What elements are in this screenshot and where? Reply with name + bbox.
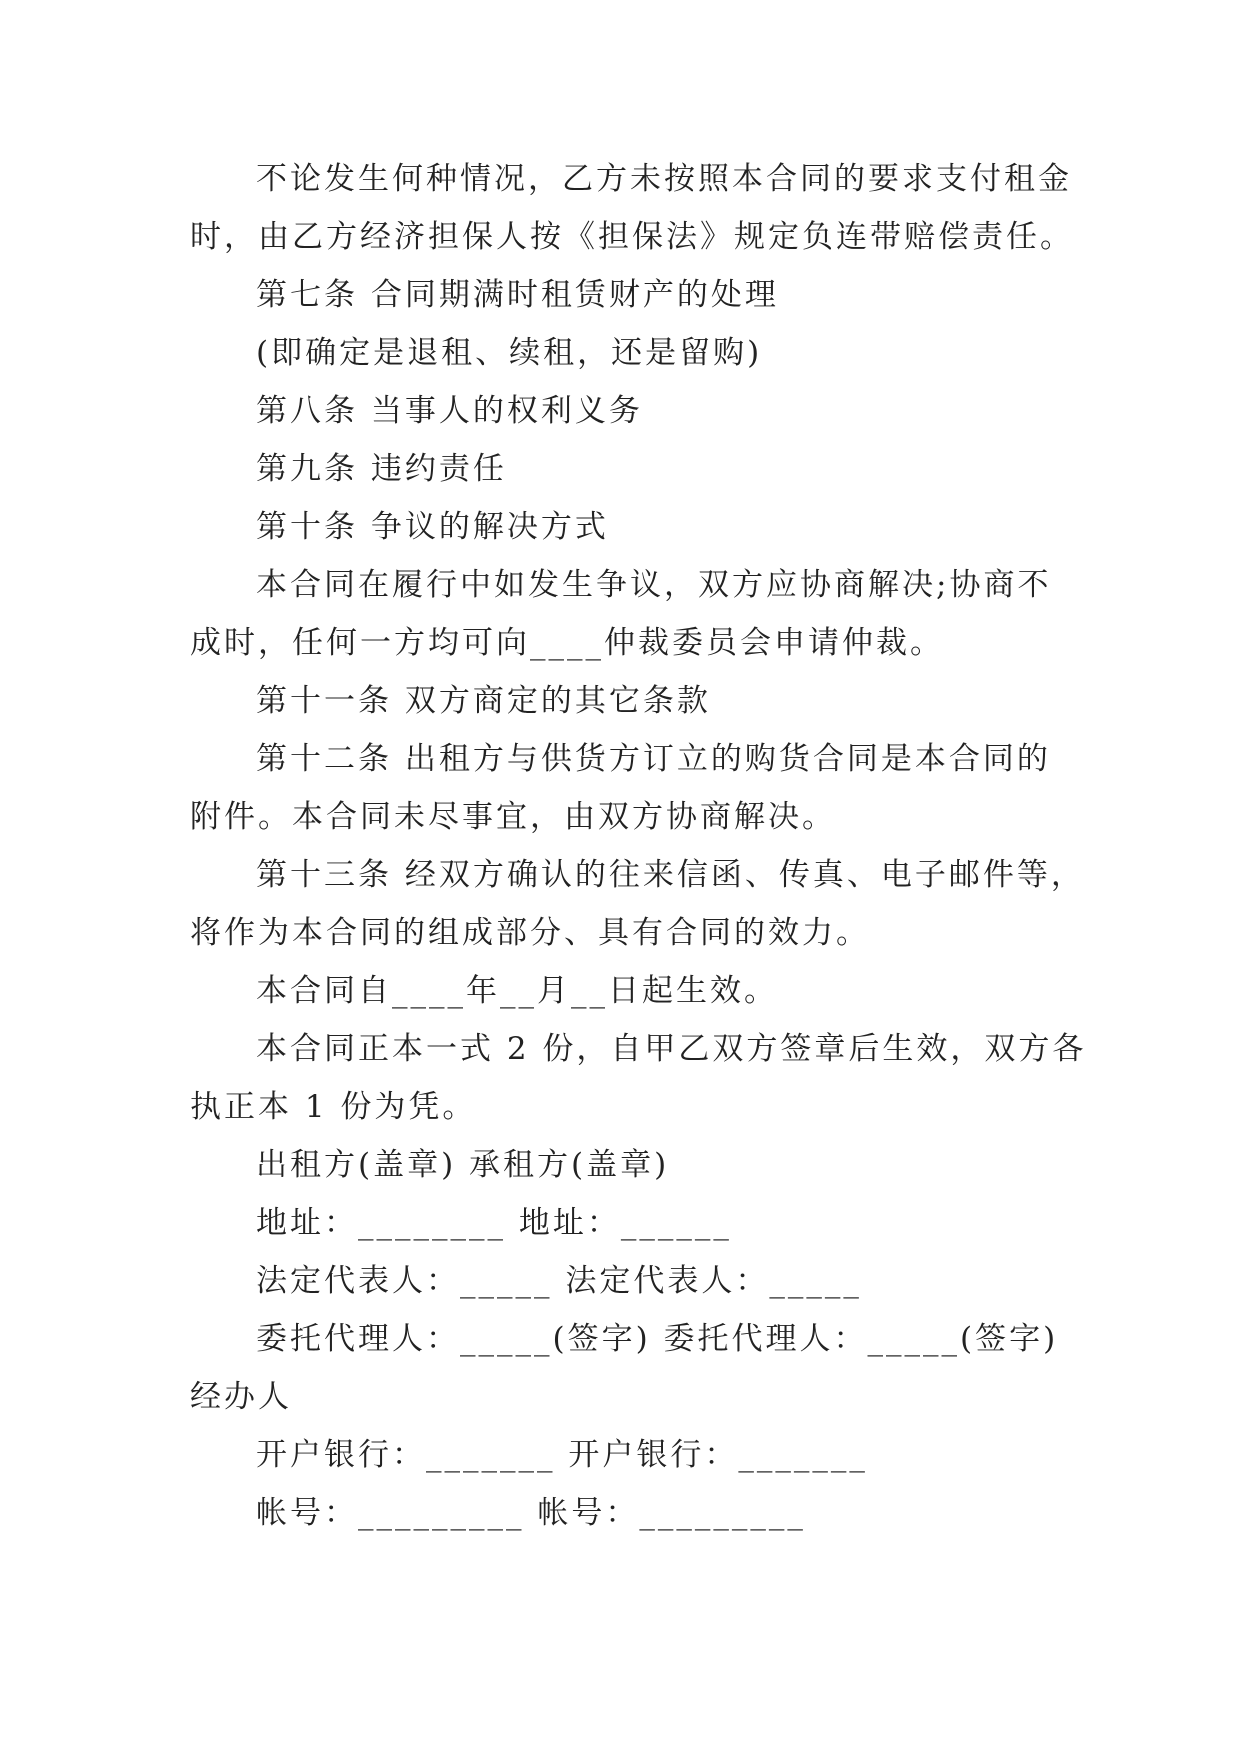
paragraph-line: 附件。本合同未尽事宜，由双方协商解决。 <box>190 799 836 835</box>
paragraph-line: 将作为本合同的组成部分、具有合同的效力。 <box>190 915 870 951</box>
signature-parties-line: 出租方(盖章) 承租方(盖章) <box>256 1147 670 1183</box>
legal-representative-line: 法定代表人：_____ 法定代表人：_____ <box>256 1263 862 1299</box>
article-heading-8: 第八条 当事人的权利义务 <box>256 393 643 429</box>
paragraph-line: (即确定是退租、续租，还是留购) <box>256 335 763 371</box>
paragraph-line: 本合同正本一式 2 份，自甲乙双方签章后生效，双方各 <box>256 1031 1087 1067</box>
article-heading-10: 第十条 争议的解决方式 <box>256 509 609 545</box>
address-line: 地址：________ 地址：______ <box>256 1205 732 1241</box>
article-heading-12: 第十二条 出租方与供货方订立的购货合同是本合同的 <box>256 741 1051 777</box>
article-heading-7: 第七条 合同期满时租赁财产的处理 <box>256 277 779 313</box>
authorized-agent-line: 委托代理人：_____(签字) 委托代理人：_____(签字) <box>256 1321 1059 1357</box>
paragraph-line: 本合同在履行中如发生争议，双方应协商解决;协商不 <box>256 567 1052 603</box>
effective-date-line: 本合同自____年__月__日起生效。 <box>256 973 778 1009</box>
bank-line: 开户银行：_______ 开户银行：_______ <box>256 1437 868 1473</box>
article-heading-11: 第十一条 双方商定的其它条款 <box>256 683 711 719</box>
paragraph-line: 成时，任何一方均可向____仲裁委员会申请仲裁。 <box>190 625 944 661</box>
account-number-line: 帐号：_________ 帐号：_________ <box>256 1495 806 1531</box>
paragraph-line: 时，由乙方经济担保人按《担保法》规定负连带赔偿责任。 <box>190 219 1074 255</box>
paragraph-line: 不论发生何种情况，乙方未按照本合同的要求支付租金 <box>256 161 1072 197</box>
article-heading-9: 第九条 违约责任 <box>256 451 507 487</box>
handler-line: 经办人 <box>190 1379 292 1415</box>
article-heading-13: 第十三条 经双方确认的往来信函、传真、电子邮件等， <box>256 857 1085 893</box>
paragraph-line: 执正本 1 份为凭。 <box>190 1089 477 1125</box>
document-page <box>190 150 1087 1542</box>
